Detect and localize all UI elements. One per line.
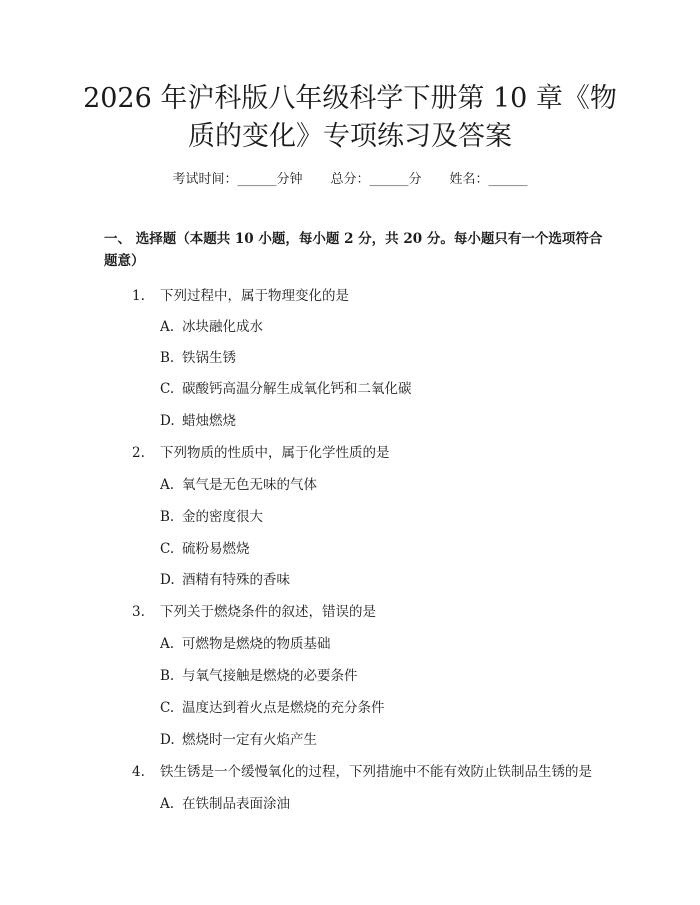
time-blank: ______ xyxy=(237,172,277,187)
option-1a xyxy=(160,315,263,335)
option-letter: B. xyxy=(160,509,175,525)
name-blank: ______ xyxy=(488,172,528,187)
time-unit: 分钟 xyxy=(276,172,303,187)
document-title xyxy=(60,80,640,156)
option-letter: D. xyxy=(160,732,175,748)
exam-info xyxy=(0,168,700,187)
option-1b xyxy=(160,346,236,366)
option-text: 蜡烛燃烧 xyxy=(182,413,236,429)
title-line-1: 2026 年沪科版八年级科学下册第 10 章《物 xyxy=(83,83,617,114)
option-text: 与氧气接触是燃烧的必要条件 xyxy=(182,668,358,684)
section-heading: 一、 选择题（本题共 10 小题，每小题 2 分，共 20 分。每小题只有一个选项符合题意） xyxy=(104,231,603,269)
option-text: 在铁制品表面涂油 xyxy=(182,796,290,812)
option-letter: B. xyxy=(160,668,175,684)
question-number: 4. xyxy=(132,764,145,780)
option-text: 碳酸钙高温分解生成氧化钙和二氧化碳 xyxy=(182,381,412,397)
option-text: 燃烧时一定有火焰产生 xyxy=(182,732,317,748)
option-letter: D. xyxy=(160,413,175,429)
option-letter: C. xyxy=(160,381,175,397)
option-2a xyxy=(160,473,317,493)
question-4 xyxy=(132,760,592,780)
question-3 xyxy=(132,600,376,620)
question-text: 下列关于燃烧条件的叙述，错误的是 xyxy=(160,604,376,620)
option-1c xyxy=(160,377,412,397)
option-text: 金的密度很大 xyxy=(182,509,263,525)
question-text: 下列物质的性质中，属于化学性质的是 xyxy=(160,445,390,461)
option-text: 硫粉易燃烧 xyxy=(182,541,250,557)
option-4a xyxy=(160,792,290,812)
option-text: 酒精有特殊的香味 xyxy=(182,572,290,588)
option-3a xyxy=(160,632,331,652)
question-number: 2. xyxy=(132,445,145,461)
option-text: 可燃物是燃烧的物质基础 xyxy=(182,636,331,652)
option-3b xyxy=(160,664,358,684)
option-1d xyxy=(160,409,236,429)
option-2b xyxy=(160,505,263,525)
option-text: 温度达到着火点是燃烧的充分条件 xyxy=(182,700,385,716)
question-text: 下列过程中，属于物理变化的是 xyxy=(160,288,349,304)
option-text: 冰块融化成水 xyxy=(182,319,263,335)
question-number: 3. xyxy=(132,604,145,620)
score-blank: ______ xyxy=(369,172,409,187)
option-text: 铁锅生锈 xyxy=(182,350,236,366)
option-letter: A. xyxy=(160,636,175,652)
question-2 xyxy=(132,441,390,461)
option-letter: A. xyxy=(160,319,175,335)
score-unit: 分 xyxy=(408,172,422,187)
option-letter: C. xyxy=(160,541,175,557)
option-letter: B. xyxy=(160,350,175,366)
time-label: 考试时间： xyxy=(172,172,238,187)
name-label: 姓名： xyxy=(449,172,489,187)
option-2c xyxy=(160,537,250,557)
option-letter: A. xyxy=(160,477,175,493)
option-3c xyxy=(160,696,385,716)
score-label: 总分： xyxy=(330,172,370,187)
option-text: 氧气是无色无味的气体 xyxy=(182,477,317,493)
title-line-2: 质的变化》专项练习及答案 xyxy=(188,121,512,152)
option-3d xyxy=(160,728,317,748)
question-number: 1. xyxy=(132,288,145,304)
option-letter: A. xyxy=(160,796,175,812)
question-1 xyxy=(132,284,349,304)
option-2d xyxy=(160,568,290,588)
option-letter: D. xyxy=(160,572,175,588)
question-text: 铁生锈是一个缓慢氧化的过程，下列措施中不能有效防止铁制品生锈的是 xyxy=(160,764,592,780)
option-letter: C. xyxy=(160,700,175,716)
